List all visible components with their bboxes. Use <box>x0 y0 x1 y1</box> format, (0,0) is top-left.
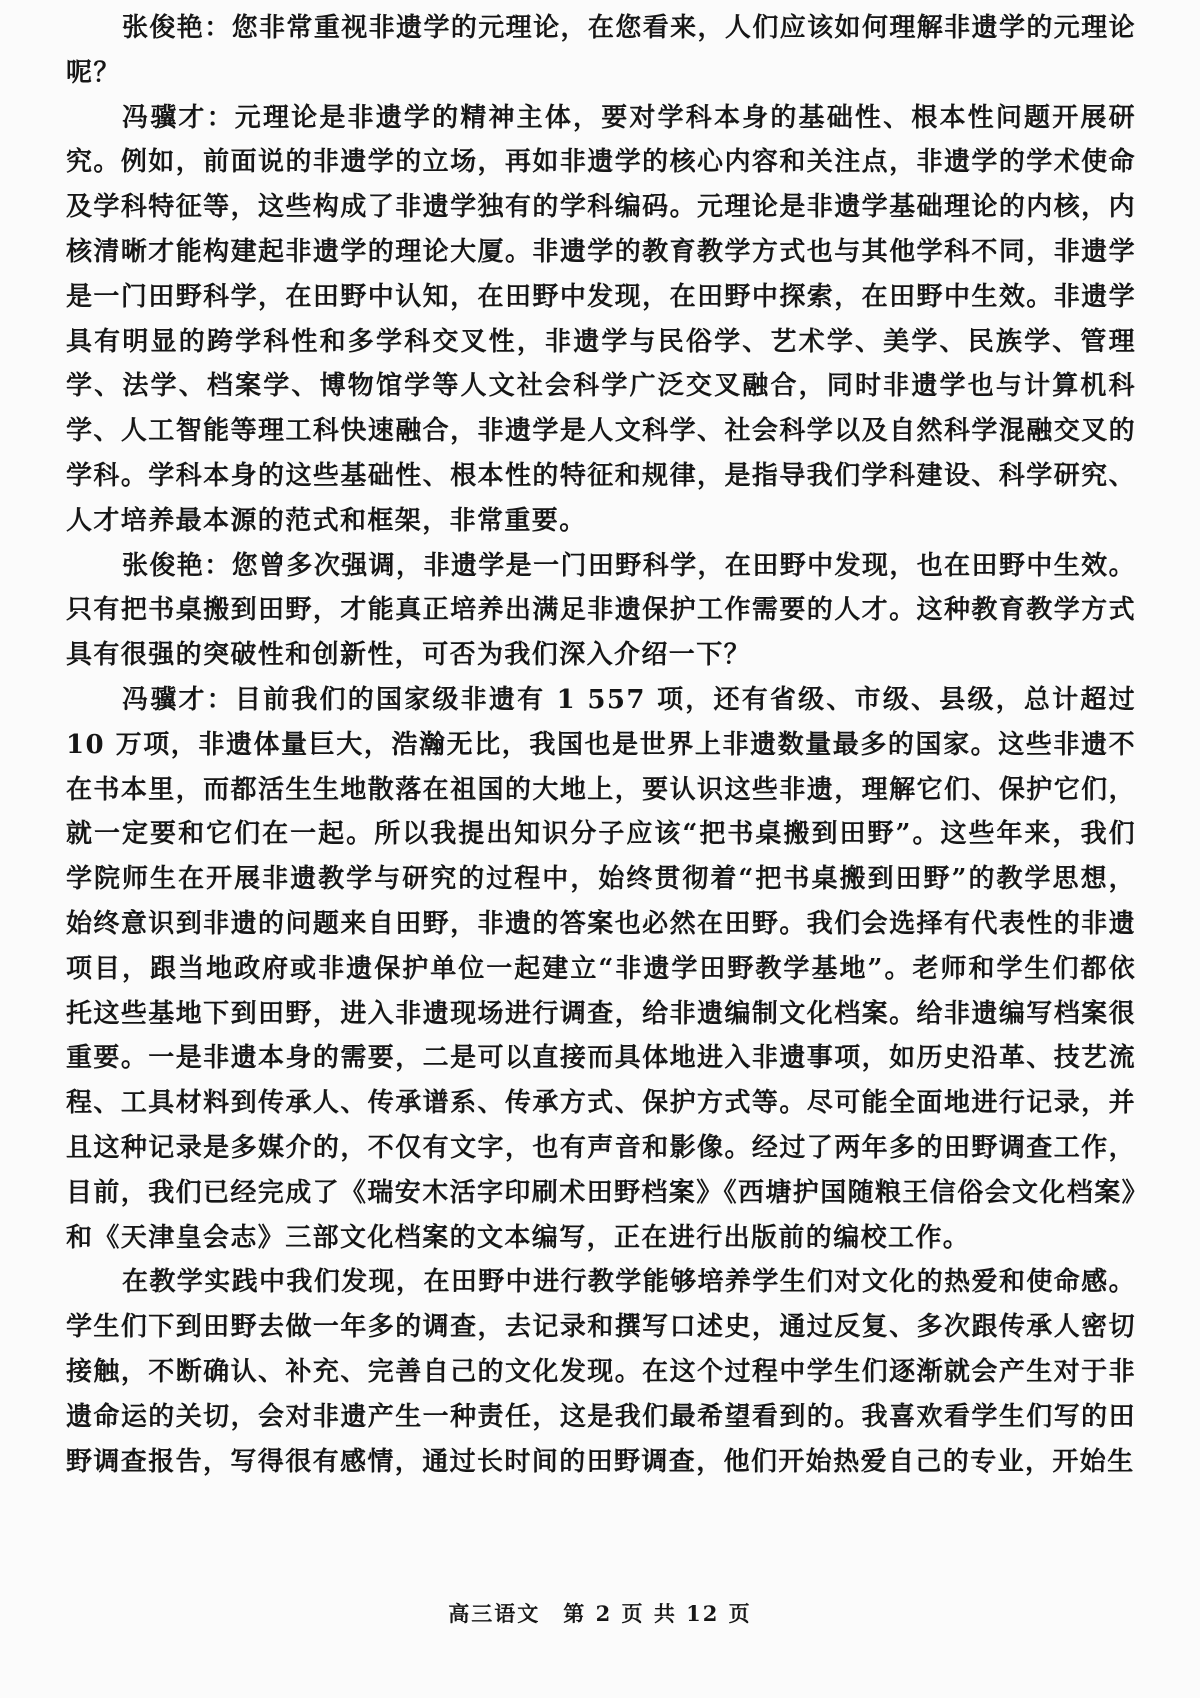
paragraph-answer-2-continued: 在教学实践中我们发现，在田野中进行教学能够培养学生们对文化的热爱和使命感。学生们下到田野去做一年多的调查，去记录和撰写口述史，通过反复、多次跟传承人密切接触，不断确认、补充、完善自己的文化发现。在这个过程中学生们逐渐就会产生对于非遗命运的关切，会对非遗产生一种责任，这是我们最希望看到的。我喜欢看学生们写的田野调查报告，写得很有感情，通过长时间的田野调查，他们开始热爱自己的专业，开始生 <box>66 1267 1136 1477</box>
page-footer: 高三语文 第 2 页 共 12 页 <box>448 1601 752 1626</box>
paragraph-question-2: 张俊艳：您曾多次强调，非遗学是一门田野科学，在田野中发现，也在田野中生效。只有把书桌搬到田野，才能真正培养出满足非遗保护工作需要的人才。这种教育教学方式具有很强的突破性和创新性，可否为我们深入介绍一下？ <box>66 550 1136 671</box>
paragraph-question-1: 张俊艳：您非常重视非遗学的元理论，在您看来，人们应该如何理解非遗学的元理论呢？ <box>66 13 1136 88</box>
article-body <box>66 6 1136 1484</box>
paragraph-answer-2: 冯骥才：目前我们的国家级非遗有 1 557 项，还有省级、市级、县级，总计超过 10 万项，非遗体量巨大，浩瀚无比，我国也是世界上非遗数量最多的国家。这些非遗不在书本里，而都活生生地散落在祖国的大地上，要认识这些非遗，理解它们、保护它们，就一定要和它们在一起。所以我提出知识分子应该“把书桌搬到田野”。这些年来，我们学院师生在开展非遗教学与研究的过程中，始终贯彻着“把书桌搬到田野”的教学思想，始终意识到非遗的问题来自田野，非遗的答案也必然在田野。我们会选择有代表性的非遗项目，跟当地政府或非遗保护单位一起建立“非遗学田野教学基地”。老师和学生们都依托这些基地下到田野，进入非遗现场进行调查，给非遗编制文化档案。给非遗编写档案很重要。一是非遗本身的需要，二是可以直接而具体地进入非遗事项，如历史沿革、技艺流程、工具材料到传承人、传承谱系、传承方式、保护方式等。尽可能全面地进行记录，并且这种记录是多媒介的，不仅有文字，也有声音和影像。经过了两年多的田野调查工作，目前，我们已经完成了《瑞安木活字印刷术田野档案》《西塘护国随粮王信俗会文化档案》和《天津皇会志》三部文化档案的文本编写，正在进行出版前的编校工作。 <box>66 684 1137 1253</box>
paragraph-answer-1: 冯骥才：元理论是非遗学的精神主体，要对学科本身的基础性、根本性问题开展研究。例如，前面说的非遗学的立场，再如非遗学的核心内容和关注点，非遗学的学术使命及学科特征等，这些构成了非遗学独有的学科编码。元理论是非遗学基础理论的内核，内核清晰才能构建起非遗学的理论大厦。非遗学的教育教学方式也与其他学科不同，非遗学是一门田野科学，在田野中认知，在田野中发现，在田野中探索，在田野中生效。非遗学具有明显的跨学科性和多学科交叉性，非遗学与民俗学、艺术学、美学、民族学、管理学、法学、档案学、博物馆学等人文社会科学广泛交叉融合，同时非遗学也与计算机科学、人工智能等理工科快速融合，非遗学是人文科学、社会科学以及自然科学混融交叉的学科。学科本身的这些基础性、根本性的特征和规律，是指导我们学科建设、科学研究、人才培养最本源的范式和框架，非常重要。 <box>66 102 1136 536</box>
